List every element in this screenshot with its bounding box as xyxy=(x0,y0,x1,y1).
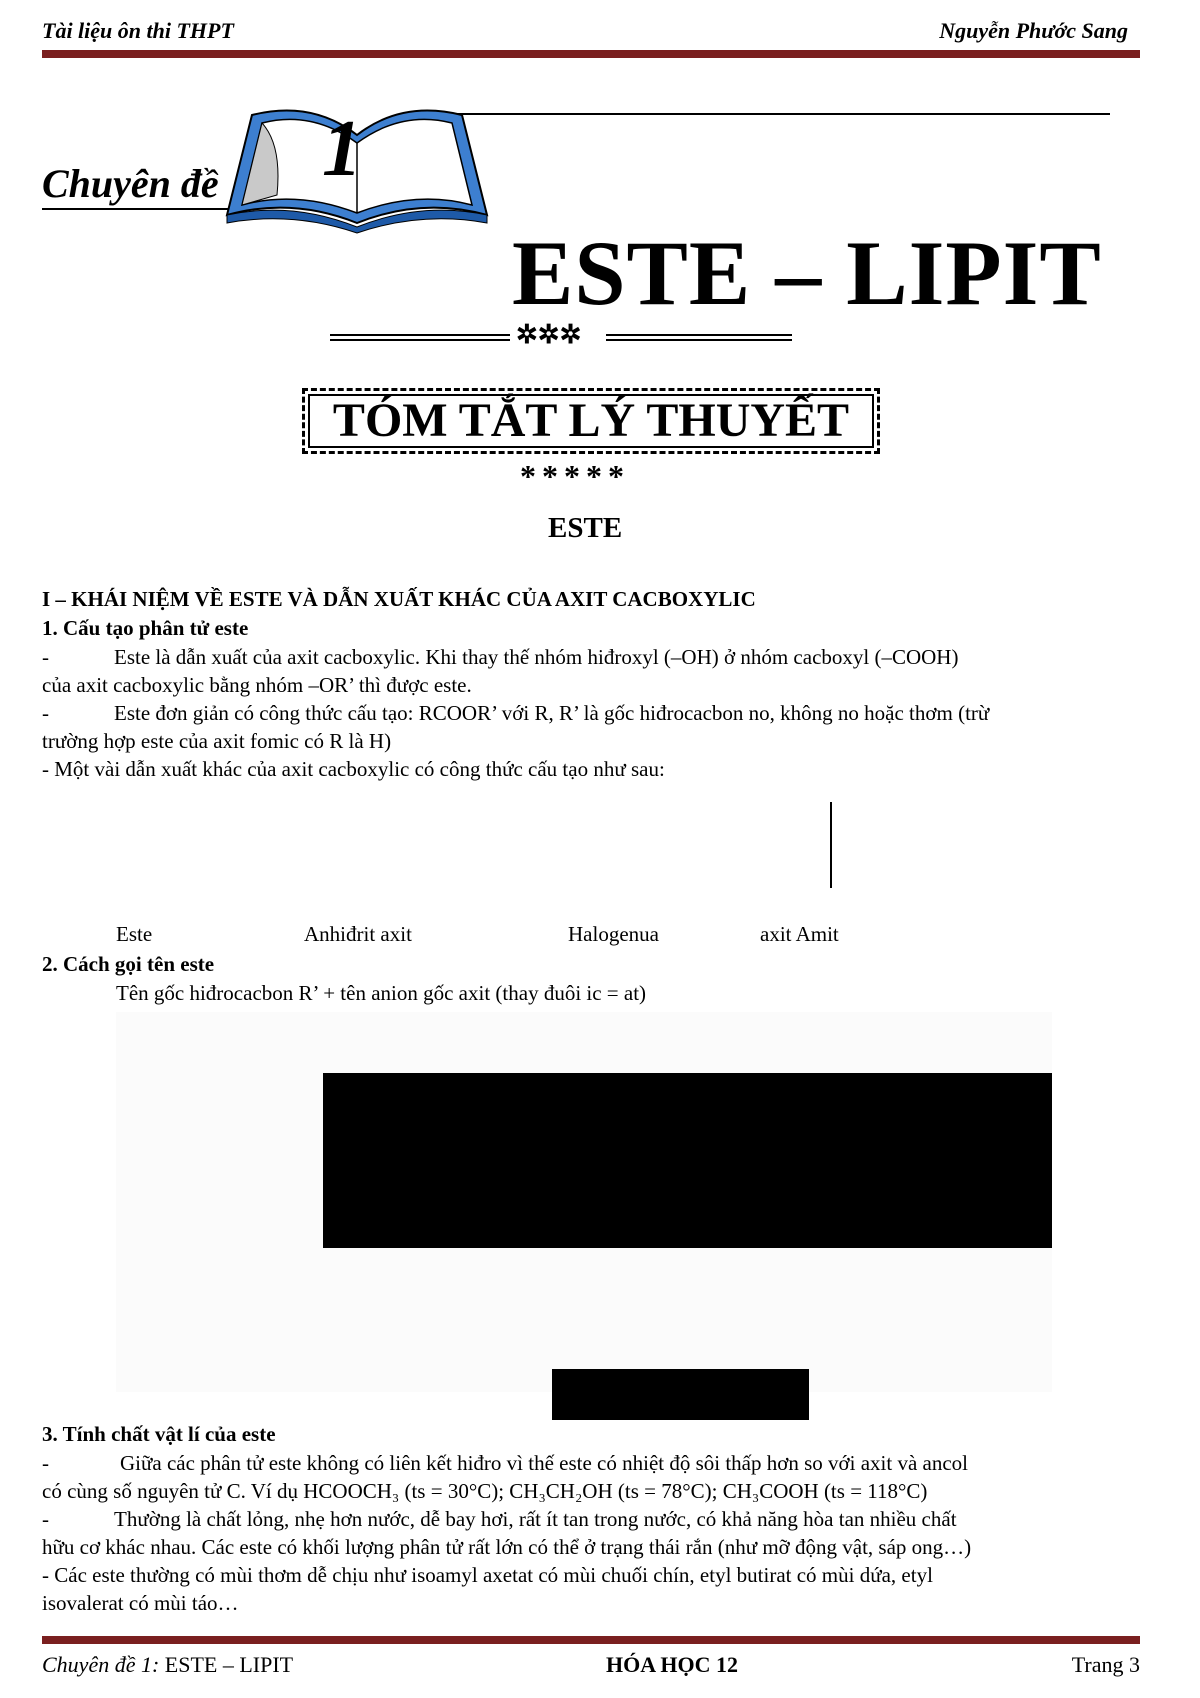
ornament-line-right xyxy=(606,334,792,341)
bullet2-line1 xyxy=(42,699,1140,727)
section1-heading: I – KHÁI NIỆM VỀ ESTE VÀ DẪN XUẤT KHÁC CỦA AXIT CACBOXYLIC xyxy=(42,587,756,611)
section1-sub1: 1. Cấu tạo phân tử este xyxy=(42,616,249,640)
s3-bullet2-line1 xyxy=(42,1505,1140,1533)
bullet2-dash: - xyxy=(42,701,49,725)
title-number: 1 xyxy=(322,105,362,193)
bullet1-line2: của axit cacboxylic bằng nhóm –OR’ thì được este. xyxy=(42,673,472,697)
chuyen-de-label: Chuyên đề xyxy=(42,161,219,206)
s3-bullet1-line1 xyxy=(42,1449,1140,1477)
s3-bullet2-text-a: Thường là chất lỏng, nhẹ hơn nước, dễ bay hơi, rất ít tan trong nước, có khả năng hòa tan nhiều chất xyxy=(114,1507,957,1531)
ornament-stars: ✲✲✲ xyxy=(516,320,582,349)
redacted-block-small xyxy=(552,1369,809,1420)
header-left: Tài liệu ôn thi THPT xyxy=(42,18,234,43)
bullet1-text-a: Este là dẫn xuất của axit cacboxylic. Khi thay thế nhóm hiđroxyl (–OH) ở nhóm cacboxyl (–COOH) xyxy=(114,645,959,669)
summary-stars: ***** xyxy=(520,458,630,494)
section2-text: Tên gốc hiđrocacbon R’ + tên anion gốc axit (thay đuôi ic = at) xyxy=(116,981,647,1005)
summary-heading: TÓM TẮT LÝ THUYẾT xyxy=(302,388,880,454)
bullet2-line2: trường hợp este của axit fomic có R là H) xyxy=(42,729,392,753)
title-top-line xyxy=(440,113,1110,115)
label-anhidrit: Anhiđrit axit xyxy=(304,922,412,946)
s3-bullet2-dash: - xyxy=(42,1507,49,1531)
footer-center: HÓA HỌC 12 xyxy=(606,1652,739,1677)
s3-bullet2-line2: hữu cơ khác nhau. Các este có khối lượng phân tử rất lớn có thể ở trạng thái rắn (như mỡ động vật, sáp ong…) xyxy=(42,1535,972,1559)
label-halogenua: Halogenua xyxy=(568,922,659,946)
label-este: Este xyxy=(116,922,153,946)
bullet2-text-a: Este đơn giản có công thức cấu tạo: RCOOR’ với R, R’ là gốc hiđrocacbon no, không no hoặc thơm (trừ xyxy=(114,701,990,725)
open-book-icon xyxy=(222,105,492,235)
bullet3-line: - Một vài dẫn xuất khác của axit cacboxylic có công thức cấu tạo như sau: xyxy=(42,757,665,781)
title-left-line xyxy=(42,208,232,210)
section2-sub: 2. Cách gọi tên este xyxy=(42,952,215,976)
bullet1-line1 xyxy=(42,643,1140,671)
s3-bullet3-line1: - Các este thường có mùi thơm dễ chịu như isoamyl axetat có mùi chuối chín, etyl butirat có mùi dứa, etyl xyxy=(42,1563,933,1587)
section3-sub: 3. Tính chất vật lí của este xyxy=(42,1422,276,1446)
s3-bullet1-line2: có cùng số nguyên tử C. Ví dụ HCOOCH₃ (ts = 30°C); CH₃CH₂OH (ts = 78°C); CH₃COOH (ts = 118°C) xyxy=(42,1479,928,1503)
este-heading: ESTE xyxy=(548,512,623,544)
header-rule xyxy=(42,50,1140,58)
redacted-block-large xyxy=(323,1073,1052,1248)
label-amit: axit Amit xyxy=(760,922,839,946)
footer-rule xyxy=(42,1636,1140,1644)
topic-title: ESTE – LIPIT xyxy=(512,222,1102,324)
s3-bullet1-dash: - xyxy=(42,1451,49,1475)
s3-bullet3-line2: isovalerat có mùi táo… xyxy=(42,1591,239,1615)
s3-bullet1-text-a: Giữa các phân tử este không có liên kết hiđro vì thế este có nhiệt độ sôi thấp hơn so với axit và ancol xyxy=(120,1451,969,1475)
footer-left xyxy=(42,1652,293,1678)
bullet1-dash: - xyxy=(42,645,49,669)
header-right: Nguyễn Phước Sang xyxy=(939,18,1128,43)
footer-left-bold: ESTE – LIPIT xyxy=(159,1652,294,1677)
footer-left-italic: Chuyên đề 1: xyxy=(42,1652,160,1677)
structure-bond-line xyxy=(830,802,832,888)
footer-page: Trang 3 xyxy=(1071,1652,1140,1677)
ornament-line-left xyxy=(330,334,510,341)
